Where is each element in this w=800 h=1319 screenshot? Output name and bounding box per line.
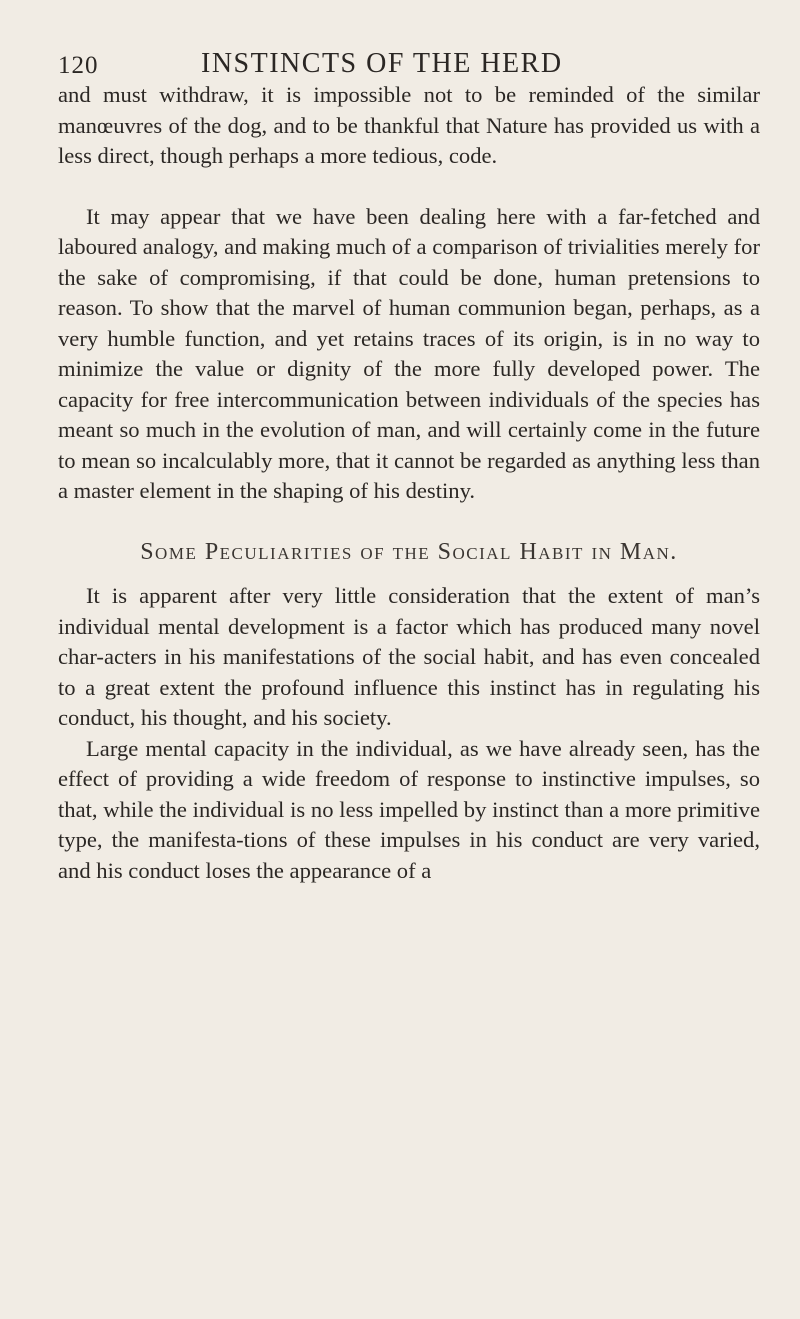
page-number: 120 xyxy=(58,52,99,79)
paragraph-continuation: and must withdraw, it is impossible not to be reminded of the similar manœuvres of the dog, and to be thankful that Nature has provided us with a less direct, though perhaps a more tedious, code. xyxy=(58,82,760,168)
running-header xyxy=(58,0,760,80)
running-title: INSTINCTS OF THE HERD xyxy=(201,48,563,79)
paragraph-analogy: It may appear that we have been dealing here with a far-fetched and laboured analogy, and making much of a comparison of trivialities merely for the sake of compromising, if that could be done, human pretensions to reason. To show that the marvel of human communion began, perhaps, as a very humble function, and yet retains traces of its origin, is in no way to minimize the value or dignity of the more fully developed power. The capacity for free intercommunication between individuals of the species has meant so much in the evolution of man, and will certainly come in the future to mean so incalculably more, that it cannot be regarded as anything less than a master element in the shaping of his destiny. xyxy=(58,203,760,503)
paragraph-mental-development: It is apparent after very little consideration that the extent of man’s individual mental development is a factor which has produced many novel char-acters in his manifestations of the social habit, and has even concealed to a great extent the profound influence this instinct has in regulating his conduct, his thought, and his society. xyxy=(58,583,760,730)
paragraph-mental-capacity: Large mental capacity in the individual, as we have already seen, has the effect of providing a wide freedom of response to instinctive impulses, so that, while the individual is no less impelled by instinct than a more primitive type, the manifesta-tions of these impulses in his conduct are very varied, and his conduct loses the appearance of a xyxy=(58,735,760,883)
section-heading: Some Peculiarities of the Social Habit in Man. xyxy=(140,538,678,565)
body-text xyxy=(58,80,760,886)
